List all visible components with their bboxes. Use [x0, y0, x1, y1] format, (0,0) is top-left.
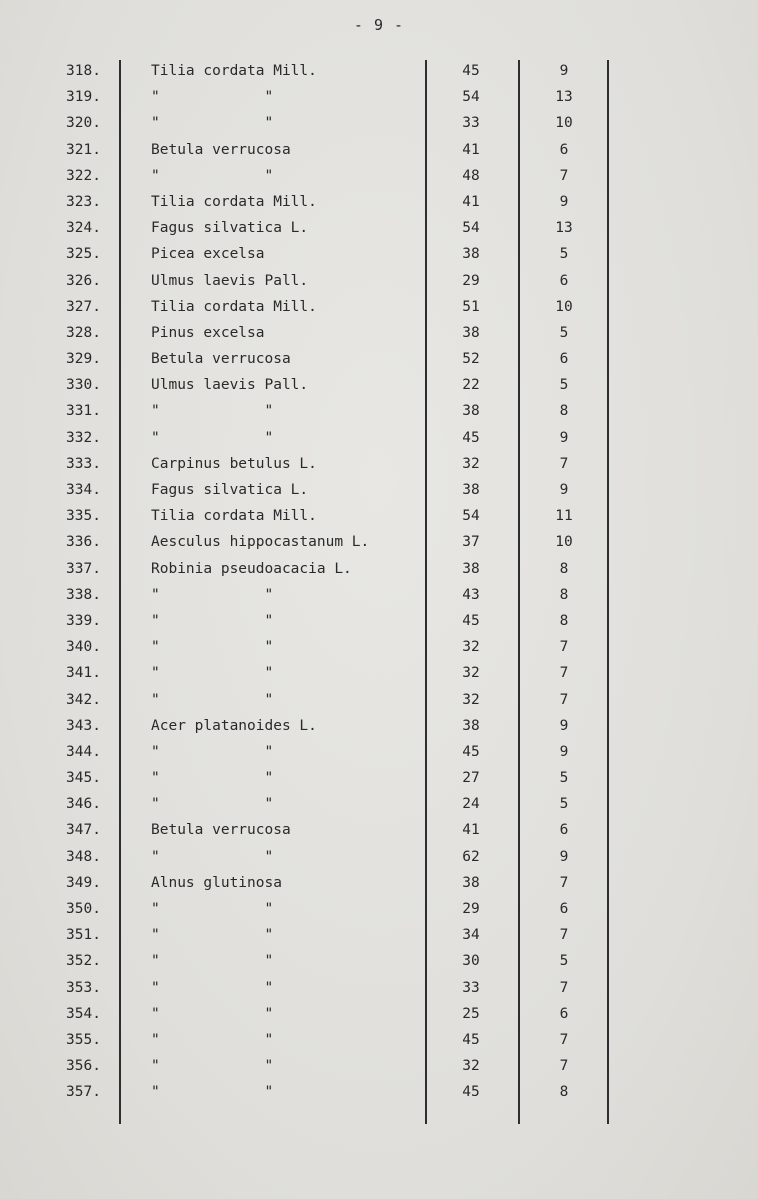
row-number: 347.: [66, 822, 101, 839]
height-value: 7: [559, 979, 569, 996]
row-number: 352.: [66, 953, 101, 970]
table-row: [0, 451, 758, 477]
height-value: 9: [559, 743, 569, 760]
diameter-value: 22: [462, 377, 480, 394]
height-value: 8: [559, 612, 569, 629]
height-value: 8: [559, 1084, 569, 1101]
table-row: [0, 320, 758, 346]
table-row: [0, 765, 758, 791]
diameter-value: 54: [462, 508, 480, 525]
height-value: 6: [559, 822, 569, 839]
table-row: [0, 1001, 758, 1027]
diameter-value: 51: [462, 298, 480, 315]
species-name: Aesculus hippocastanum L.: [151, 534, 370, 551]
row-number: 339.: [66, 612, 101, 629]
diameter-value: 45: [462, 1031, 480, 1048]
row-number: 326.: [66, 272, 101, 289]
species-name: Robinia pseudoacacia L.: [151, 560, 352, 577]
table-row: [0, 137, 758, 163]
table-row: [0, 425, 758, 451]
height-value: 9: [559, 482, 569, 498]
diameter-value: 45: [462, 743, 480, 760]
height-value: 10: [555, 534, 573, 551]
row-number: 349.: [66, 874, 101, 891]
table-row: [0, 189, 758, 215]
diameter-value: 48: [462, 167, 480, 184]
species-name: " ": [151, 927, 274, 944]
height-value: 6: [559, 272, 569, 289]
height-value: 6: [559, 901, 569, 917]
species-name: Alnus glutinosa: [151, 874, 282, 891]
species-name: " ": [151, 429, 274, 446]
diameter-value: 41: [462, 141, 480, 158]
species-name: Tilia cordata Mill.: [151, 298, 317, 315]
row-number: 330.: [66, 377, 101, 394]
species-name: " ": [151, 167, 274, 184]
species-name: " ": [151, 1058, 274, 1075]
row-number: 346.: [66, 796, 101, 813]
table-row: [0, 870, 758, 896]
diameter-value: 32: [462, 691, 480, 708]
table-row: [0, 844, 758, 870]
height-value: 5: [559, 770, 569, 787]
species-name: " ": [151, 901, 274, 917]
row-number: 351.: [66, 927, 101, 944]
height-value: 13: [555, 220, 573, 237]
height-value: 11: [555, 508, 573, 525]
table-row: [0, 975, 758, 1001]
species-name: Tilia cordata Mill.: [151, 193, 317, 210]
table-row: [0, 922, 758, 948]
height-value: 7: [559, 1058, 569, 1075]
diameter-value: 62: [462, 848, 480, 865]
diameter-value: 45: [462, 429, 480, 446]
species-name: Betula verrucosa: [151, 351, 291, 368]
table-row: [0, 896, 758, 922]
table-row: [0, 346, 758, 372]
table-row: [0, 58, 758, 84]
table-row: [0, 1079, 758, 1105]
diameter-value: 45: [462, 1084, 480, 1101]
diameter-value: 45: [462, 612, 480, 629]
species-name: Betula verrucosa: [151, 141, 291, 158]
species-name: " ": [151, 979, 274, 996]
table-row: [0, 687, 758, 713]
species-name: Ulmus laevis Pall.: [151, 272, 309, 289]
species-name: " ": [151, 89, 274, 106]
diameter-value: 32: [462, 639, 480, 656]
height-value: 7: [559, 639, 569, 656]
species-name: Tilia cordata Mill.: [151, 63, 317, 79]
row-number: 328.: [66, 324, 101, 341]
diameter-value: 54: [462, 89, 480, 106]
diameter-value: 45: [462, 63, 480, 79]
row-number: 320.: [66, 115, 101, 132]
row-number: 337.: [66, 560, 101, 577]
height-value: 5: [559, 324, 569, 341]
species-name: Carpinus betulus L.: [151, 455, 317, 472]
height-value: 7: [559, 691, 569, 708]
row-number: 321.: [66, 141, 101, 158]
table-row: [0, 1027, 758, 1053]
height-value: 5: [559, 796, 569, 813]
diameter-value: 32: [462, 1058, 480, 1075]
height-value: 7: [559, 1031, 569, 1048]
row-number: 344.: [66, 743, 101, 760]
table-row: [0, 634, 758, 660]
species-name: Picea excelsa: [151, 246, 265, 263]
species-name: Ulmus laevis Pall.: [151, 377, 309, 394]
height-value: 6: [559, 351, 569, 368]
table-row: [0, 582, 758, 608]
species-name: " ": [151, 665, 274, 682]
height-value: 7: [559, 665, 569, 682]
diameter-value: 30: [462, 953, 480, 970]
diameter-value: 52: [462, 351, 480, 368]
row-number: 319.: [66, 89, 101, 106]
height-value: 8: [559, 403, 569, 420]
species-name: " ": [151, 1005, 274, 1022]
table-row: [0, 398, 758, 424]
diameter-value: 38: [462, 324, 480, 341]
row-number: 341.: [66, 665, 101, 682]
diameter-value: 38: [462, 874, 480, 891]
row-number: 353.: [66, 979, 101, 996]
diameter-value: 41: [462, 822, 480, 839]
species-name: " ": [151, 848, 274, 865]
table-row: [0, 215, 758, 241]
height-value: 10: [555, 115, 573, 132]
diameter-value: 43: [462, 586, 480, 603]
height-value: 5: [559, 953, 569, 970]
height-value: 7: [559, 927, 569, 944]
row-number: 336.: [66, 534, 101, 551]
diameter-value: 37: [462, 534, 480, 551]
diameter-value: 25: [462, 1005, 480, 1022]
row-number: 331.: [66, 403, 101, 420]
height-value: 5: [559, 246, 569, 263]
species-name: " ": [151, 403, 274, 420]
row-number: 350.: [66, 901, 101, 917]
table-row: [0, 817, 758, 843]
species-name: Tilia cordata Mill.: [151, 508, 317, 525]
row-number: 318.: [66, 63, 101, 79]
table-row: [0, 608, 758, 634]
table-row: [0, 713, 758, 739]
height-value: 8: [559, 586, 569, 603]
diameter-value: 33: [462, 979, 480, 996]
row-number: 340.: [66, 639, 101, 656]
table-row: [0, 948, 758, 974]
height-value: 7: [559, 167, 569, 184]
row-number: 332.: [66, 429, 101, 446]
species-name: " ": [151, 639, 274, 656]
table-row: [0, 477, 758, 503]
table-row: [0, 110, 758, 136]
row-number: 333.: [66, 455, 101, 472]
species-name: " ": [151, 115, 274, 132]
table-row: [0, 294, 758, 320]
species-name: " ": [151, 1031, 274, 1048]
species-name: " ": [151, 743, 274, 760]
row-number: 343.: [66, 717, 101, 734]
species-name: Fagus silvatica L.: [151, 482, 309, 498]
height-value: 8: [559, 560, 569, 577]
species-name: Acer platanoides L.: [151, 717, 317, 734]
species-name: " ": [151, 953, 274, 970]
diameter-value: 24: [462, 796, 480, 813]
height-value: 5: [559, 377, 569, 394]
diameter-value: 38: [462, 717, 480, 734]
diameter-value: 33: [462, 115, 480, 132]
row-number: 329.: [66, 351, 101, 368]
row-number: 334.: [66, 482, 101, 498]
species-name: " ": [151, 586, 274, 603]
species-name: " ": [151, 796, 274, 813]
table-row: [0, 529, 758, 555]
table-row: [0, 503, 758, 529]
diameter-value: 34: [462, 927, 480, 944]
table-row: [0, 1053, 758, 1079]
height-value: 7: [559, 455, 569, 472]
diameter-value: 38: [462, 482, 480, 498]
row-number: 324.: [66, 220, 101, 237]
height-value: 13: [555, 89, 573, 106]
table-row: [0, 791, 758, 817]
row-number: 345.: [66, 770, 101, 787]
diameter-value: 41: [462, 193, 480, 210]
row-number: 338.: [66, 586, 101, 603]
row-number: 342.: [66, 691, 101, 708]
row-number: 355.: [66, 1031, 101, 1048]
species-name: Betula verrucosa: [151, 822, 291, 839]
row-number: 356.: [66, 1058, 101, 1075]
row-number: 354.: [66, 1005, 101, 1022]
diameter-value: 29: [462, 272, 480, 289]
height-value: 6: [559, 1005, 569, 1022]
diameter-value: 29: [462, 901, 480, 917]
row-number: 335.: [66, 508, 101, 525]
height-value: 10: [555, 298, 573, 315]
diameter-value: 38: [462, 246, 480, 263]
species-name: " ": [151, 691, 274, 708]
table-row: [0, 268, 758, 294]
tree-table: [0, 58, 758, 1106]
table-row: [0, 372, 758, 398]
height-value: 9: [559, 193, 569, 210]
diameter-value: 32: [462, 455, 480, 472]
species-name: " ": [151, 770, 274, 787]
row-number: 323.: [66, 193, 101, 210]
species-name: " ": [151, 612, 274, 629]
species-name: " ": [151, 1084, 274, 1101]
height-value: 9: [559, 429, 569, 446]
diameter-value: 32: [462, 665, 480, 682]
height-value: 9: [559, 717, 569, 734]
row-number: 357.: [66, 1084, 101, 1101]
table-row: [0, 241, 758, 267]
page-number: - 9 -: [353, 16, 405, 34]
diameter-value: 27: [462, 770, 480, 787]
diameter-value: 38: [462, 403, 480, 420]
table-row: [0, 739, 758, 765]
species-name: Pinus excelsa: [151, 324, 265, 341]
height-value: 7: [559, 874, 569, 891]
table-row: [0, 556, 758, 582]
row-number: 348.: [66, 848, 101, 865]
height-value: 6: [559, 141, 569, 158]
species-name: Fagus silvatica L.: [151, 220, 309, 237]
row-number: 322.: [66, 167, 101, 184]
diameter-value: 54: [462, 220, 480, 237]
row-number: 325.: [66, 246, 101, 263]
row-number: 327.: [66, 298, 101, 315]
table-row: [0, 660, 758, 686]
height-value: 9: [559, 63, 569, 79]
diameter-value: 38: [462, 560, 480, 577]
table-row: [0, 163, 758, 189]
table-row: [0, 84, 758, 110]
height-value: 9: [559, 848, 569, 865]
